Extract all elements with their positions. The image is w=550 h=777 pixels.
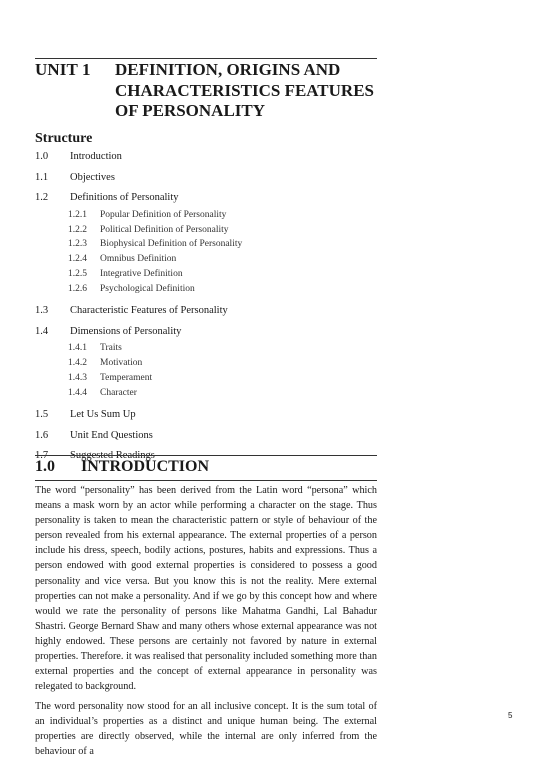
structure-item-number: 1.2.2: [68, 224, 87, 235]
structure-item-number: 1.1: [35, 171, 49, 183]
section-number: 1.0: [35, 458, 55, 475]
structure-item-number: 1.4.2: [68, 358, 87, 369]
structure-heading: Structure: [35, 131, 93, 146]
structure-item-number: 1.2.4: [68, 254, 87, 265]
structure-item-label: Political Definition of Personality: [100, 224, 229, 235]
structure-item-label: Biophysical Definition of Personality: [100, 239, 243, 250]
structure-item-label: Integrative Definition: [100, 269, 183, 279]
structure-item-label: Psychological Definition: [100, 283, 195, 294]
structure-item-number: 1.2.5: [68, 269, 87, 279]
structure-item-label: Traits: [100, 343, 122, 354]
structure-item-number: 1.7: [35, 450, 49, 462]
top-rule: [35, 58, 377, 59]
section-rule-bottom: [35, 480, 377, 481]
structure-item-number: 1.2.3: [68, 239, 87, 250]
structure-item-label: Popular Definition of Personality: [100, 209, 227, 220]
page-number: 5: [508, 711, 513, 720]
structure-item-label: Suggested Readings: [70, 450, 155, 462]
structure-item-label: Character: [100, 387, 137, 398]
structure-item-number: 1.6: [35, 429, 49, 441]
structure-item-label: Omnibus Definition: [100, 254, 177, 265]
body-paragraph: The word personality now stood for an all inclusive concept. It is the sum total of an individual’s properties as a distinct and unique human being. The external properties are directly observed, while the internal are only inferred from the behaviour of a: [35, 701, 377, 758]
structure-item-number: 1.4.3: [68, 372, 87, 383]
section-title: INTRODUCTION: [81, 458, 210, 475]
structure-item-number: 1.5: [35, 409, 49, 420]
structure-item-label: Characteristic Features of Personality: [70, 305, 228, 317]
structure-item-number: 1.3: [35, 305, 49, 317]
unit-label: UNIT 1: [35, 60, 91, 79]
structure-item-label: Introduction: [70, 151, 122, 162]
unit-title: DEFINITION, ORIGINS AND CHARACTERISTICS FEATURES OF PERSONALITY: [115, 60, 374, 120]
structure-item-number: 1.4.4: [68, 387, 87, 398]
structure-item-label: Dimensions of Personality: [70, 325, 182, 337]
structure-item-label: Definitions of Personality: [70, 192, 179, 204]
structure-item-label: Objectives: [70, 171, 115, 183]
structure-item-number: 1.2.6: [68, 283, 87, 294]
structure-item-number: 1.4.1: [68, 343, 87, 354]
section-rule-top: [35, 455, 377, 456]
structure-item-number: 1.2: [35, 192, 49, 204]
structure-item-label: Temperament: [100, 372, 153, 383]
section-heading: [35, 458, 209, 476]
structure-item-label: Motivation: [100, 358, 143, 369]
body-paragraph: The word “personality” has been derived from the Latin word “persona” which means a mask worn by an actor while performing a character on the stage. Thus personality is taken to mean the characteristic pattern or style of behaviour of the person revealed from his external appearance. The external properties of a person include his dress, speech, bodily actions, postures, habits and expressions. Thus a person endowed with good external properties is considered to possess a good personality and vice versa. But you know this is not the reality. Mere external properties can not make a personality. And if we go by this concept how and where would we rate the personality of persons like Mahatma Gandhi, Lal Bahadur Shastri. George Bernard Shaw and many others whose external appearance was not highly endowed. These persons are certainly not favored by nature in external properties. Therefore. it was realised that personality included something more than external properties and the concept of external appearance in personality was relegated to background.: [35, 485, 377, 693]
structure-item-number: 1.0: [35, 151, 49, 162]
structure-item-number: 1.2.1: [68, 209, 87, 220]
structure-item-number: 1.4: [35, 325, 49, 337]
structure-item-label: Let Us Sum Up: [70, 409, 136, 420]
structure-item-label: Unit End Questions: [70, 429, 153, 441]
